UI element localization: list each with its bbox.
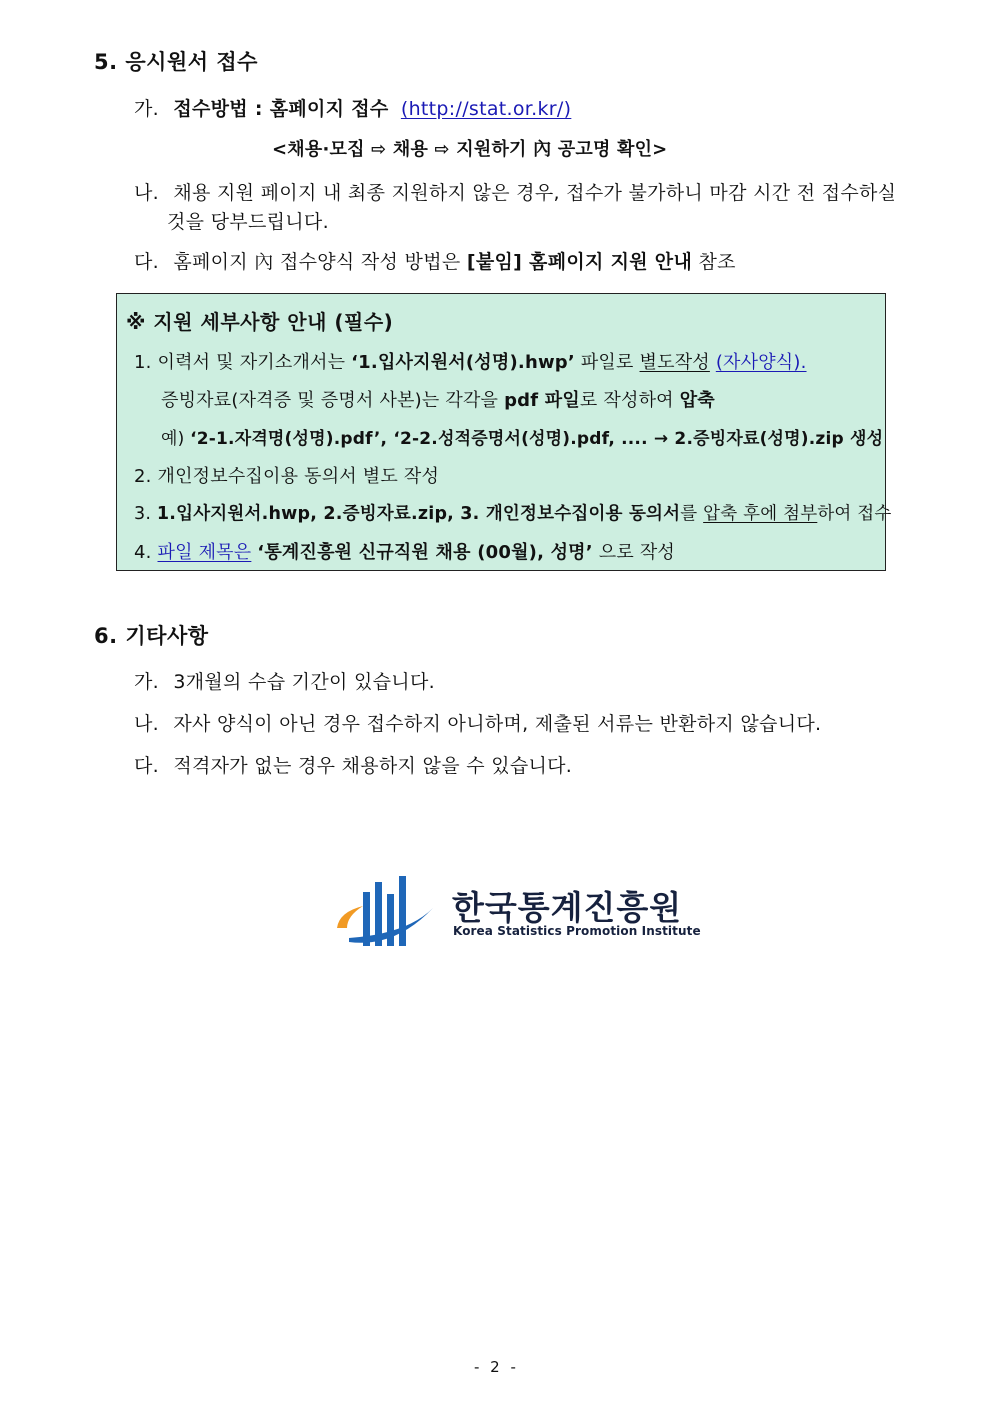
notice-item-1-pre: 1. 이력서 및 자기소개서는 bbox=[134, 352, 352, 373]
notice-item-1-underline-2: (자사양식). bbox=[715, 352, 807, 373]
notice-item-3-underline: 압축 후에 첨부 bbox=[703, 504, 818, 524]
section-6-item-b-text: 자사 양식이 아닌 경우 접수하지 아니하며, 제출된 서류는 반환하지 않습니다. bbox=[173, 713, 822, 735]
notice-item-3-post: 하여 접수 bbox=[817, 504, 892, 524]
item-b-line1: 채용 지원 페이지 내 최종 지원하지 않은 경우, 접수가 불가하니 마감 시간 전 접수하실 bbox=[173, 182, 897, 204]
notice-item-1-line3-pre: 예) bbox=[161, 429, 191, 449]
item-b-line2: 것을 당부드립니다. bbox=[167, 211, 329, 233]
item-c-tail: 참조 bbox=[692, 251, 736, 273]
notice-item-2: 2. 개인정보수집이용 동의서 별도 작성 bbox=[134, 466, 440, 487]
logo-korean-name: 한국통계진흥원 bbox=[452, 888, 683, 927]
section-5-title: 5. 응시원서 접수 bbox=[94, 50, 258, 74]
notice-item-3 bbox=[134, 500, 892, 525]
notice-item-4-bold: ‘통계진흥원 신규직원 채용 (00월), 성명’ bbox=[257, 542, 593, 563]
notice-item-1 bbox=[134, 348, 807, 374]
notice-item-1-mid: 파일로 bbox=[574, 352, 640, 373]
logo-mark-icon bbox=[335, 876, 435, 948]
notice-title: ※ 지원 세부사항 안내 (필수) bbox=[126, 310, 394, 334]
item-c-text: 홈페이지 內 접수양식 작성 방법은 bbox=[173, 251, 467, 273]
section-6-title: 6. 기타사항 bbox=[94, 624, 209, 648]
notice-item-1-line2-bold: pdf 파일 bbox=[504, 390, 580, 411]
notice-item-3-num: 3. bbox=[134, 504, 157, 524]
notice-item-1-line2-bold2: 압축 bbox=[679, 390, 715, 411]
item-b bbox=[134, 178, 896, 205]
notice-item-4-num: 4. bbox=[134, 542, 158, 563]
section-6-item-a-text: 3개월의 수습 기간이 있습니다. bbox=[173, 671, 435, 693]
section-6-item-a bbox=[134, 667, 435, 694]
notice-item-1-line3 bbox=[161, 424, 883, 449]
notice-item-1-line2-pre: 증빙자료(자격증 및 증명서 사본)는 각각을 bbox=[161, 390, 505, 411]
item-a-label: 접수방법 : 홈페이지 접수 bbox=[173, 98, 389, 120]
notice-item-4-underline: 파일 제목은 bbox=[157, 542, 252, 563]
section-6-item-a-marker: 가. bbox=[134, 671, 159, 693]
section-6-item-c bbox=[134, 751, 572, 778]
notice-item-1-line3-bold: ‘2-1.자격명(성명).pdf’, ‘2-2.성적증명서(성명).pdf, .... → 2.증빙자료(성명).zip 생성 bbox=[190, 429, 884, 449]
notice-item-3-mid: 를 bbox=[680, 504, 704, 524]
section-6-item-b bbox=[134, 709, 821, 736]
item-c bbox=[134, 247, 736, 274]
notice-item-1-underline: 별도작성 bbox=[639, 352, 710, 373]
notice-item-1-line2 bbox=[161, 386, 715, 412]
page-number: - 2 - bbox=[474, 1358, 519, 1376]
notice-item-1-line2-mid: 로 작성하여 bbox=[579, 390, 680, 411]
institute-logo bbox=[335, 876, 701, 948]
section-6-item-c-marker: 다. bbox=[134, 755, 159, 777]
logo-english-name: Korea Statistics Promotion Institute bbox=[453, 924, 701, 938]
notice-item-1-bold: ‘1.입사지원서(성명).hwp’ bbox=[351, 352, 575, 373]
item-b-marker: 나. bbox=[134, 182, 159, 204]
item-a bbox=[134, 94, 571, 121]
section-6-item-c-text: 적격자가 없는 경우 채용하지 않을 수 있습니다. bbox=[173, 755, 573, 777]
section-6-item-b-marker: 나. bbox=[134, 713, 159, 735]
item-c-bold: [붙임] 홈페이지 지원 안내 bbox=[466, 251, 693, 273]
notice-item-4 bbox=[134, 538, 675, 564]
item-a-marker: 가. bbox=[134, 98, 159, 120]
notice-item-4-post: 으로 작성 bbox=[592, 542, 676, 563]
homepage-link[interactable]: (http://stat.or.kr/) bbox=[400, 98, 572, 120]
application-path: <채용·모집 ⇨ 채용 ⇨ 지원하기 內 공고명 확인> bbox=[272, 139, 668, 160]
item-c-marker: 다. bbox=[134, 251, 159, 273]
notice-item-3-bold: 1.입사지원서.hwp, 2.증빙자료.zip, 3. 개인정보수집이용 동의서 bbox=[156, 504, 681, 524]
